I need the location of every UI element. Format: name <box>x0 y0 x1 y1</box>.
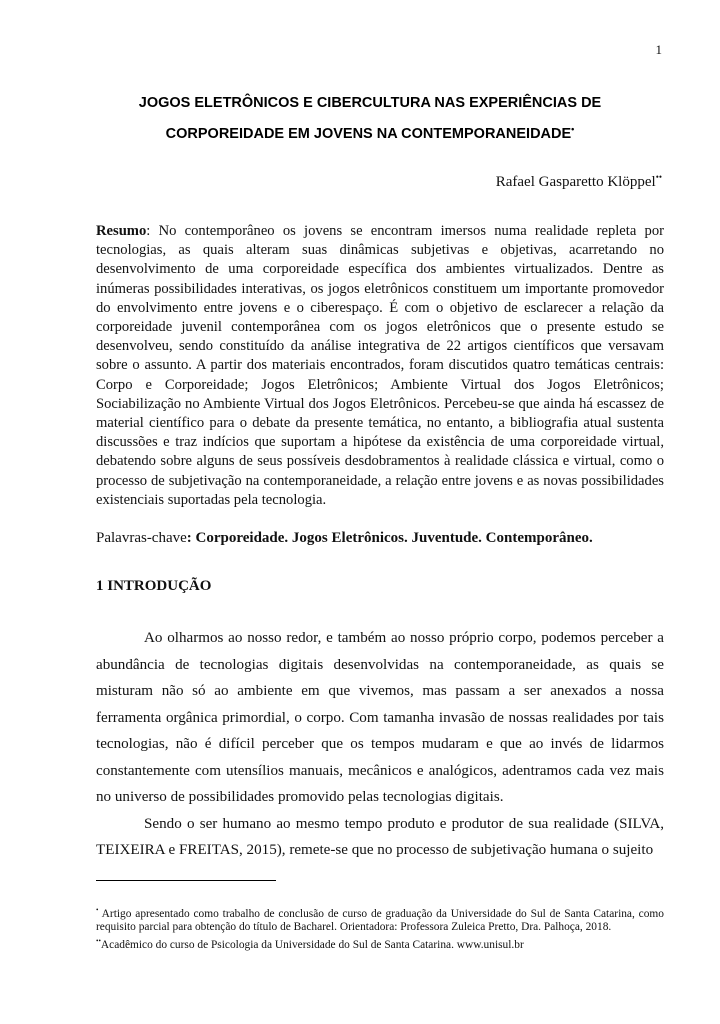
author-line <box>496 172 662 191</box>
keywords <box>96 530 676 547</box>
keywords-text: : Corporeidade. Jogos Eletrônicos. Juventude. Contemporâneo. <box>186 530 593 546</box>
author-footnote-marker: •• <box>655 172 662 182</box>
paragraph: Ao olharmos ao nosso redor, e também ao nosso próprio corpo, podemos perceber a abundância de tecnologias digitais desenvolvidas na contemporaneidade, as quais se misturam não só ao ambiente em que vivemos, mas passam a ser anexados a nossa ferramenta orgânica primordial, o corpo. Com tamanha invasão de nossas realidades por tais tecnologias, não é difícil perceber que os tempos mudaram e que ao invés de lidarmos constantemente com utensílios manuais, mecânicos e analógicos, adentramos cada vez mais no universo de possibilidades promovido pelas tecnologias digitais. <box>96 630 664 805</box>
section-heading: 1 INTRODUÇÃO <box>96 578 212 594</box>
footnotes <box>96 904 664 952</box>
author-name: Rafael Gasparetto Klöppel <box>495 174 656 190</box>
footnote-2 <box>96 935 664 952</box>
page-number: 1 <box>655 42 662 57</box>
abstract <box>96 222 664 510</box>
title-line-1: JOGOS ELETRÔNICOS E CIBERCULTURA NAS EXPERIÊNCIAS DE <box>138 95 602 111</box>
footnote-1-text: Artigo apresentado como trabalho de conclusão de curso de graduação da Universidade do Sul de Santa Catarina, como requisito parcial para obtenção do título de Bacharel. Orientadora: Professora Zuleica Pretto, Dra. Palhoça, 2018. <box>96 907 664 934</box>
footnote-2-text: Acadêmico do curso de Psicologia da Universidade do Sul de Santa Catarina. www.unisul.br <box>100 938 524 951</box>
body-text <box>96 625 664 864</box>
keywords-label: Palavras-chave <box>96 530 187 546</box>
title-footnote-marker: • <box>571 124 575 134</box>
abstract-text: : No contemporâneo os jovens se encontram imersos numa realidade repleta por tecnologias, as quais alteram suas dinâmicas subjetivas e objetivas, acarretando no desenvolvimento de uma corporeidade específica dos ambientes virtualizados. Dentre as inúmeras possibilidades interativas, os jogos eletrônicos constituem um importante promovedor do envolvimento entre jovens e o ciberespaço. É com o objetivo de esclarecer a relação da corporeidade juvenil contemporânea com os jogos eletrônicos que o presente estudo se desenvolveu, sendo constituído da análise integrativa de 22 artigos científicos que versavam sobre o assunto. A partir dos materiais encontrados, foram discutidos quatro temáticas centrais: Corpo e Corporeidade; Jogos Eletrônicos; Ambiente Virtual dos Jogos Eletrônicos; Sociabilização no Ambiente Virtual dos Jogos Eletrônicos. Percebeu-se que ainda há escassez de material científico para o debate da presente temática, no entanto, a bibliografia atual sustenta discussões e traz indícios que suportam a hipótese da existência de uma corporeidade virtual, debatendo sobre alguns de seus possíveis desdobramentos à realidade clássica e virtual, como o processo de subjetivação na contemporaneidade, a relação entre jovens e as novas possibilidades existenciais suportadas pela tecnologia. <box>96 223 664 508</box>
footnote-1-marker: • <box>96 906 99 914</box>
footnote-2-marker: •• <box>96 936 101 945</box>
title-line-2: CORPOREIDADE EM JOVENS NA CONTEMPORANEIDADE <box>165 125 572 142</box>
paragraph: Sendo o ser humano ao mesmo tempo produto e produtor de sua realidade (SILVA, TEIXEIRA e FREITAS, 2015), remete-se que no processo de subjetivação humana o sujeito <box>96 815 664 858</box>
footnote-1 <box>96 904 664 935</box>
paper-title <box>80 90 660 147</box>
abstract-label: Resumo <box>96 223 147 239</box>
footnote-divider <box>96 880 276 881</box>
